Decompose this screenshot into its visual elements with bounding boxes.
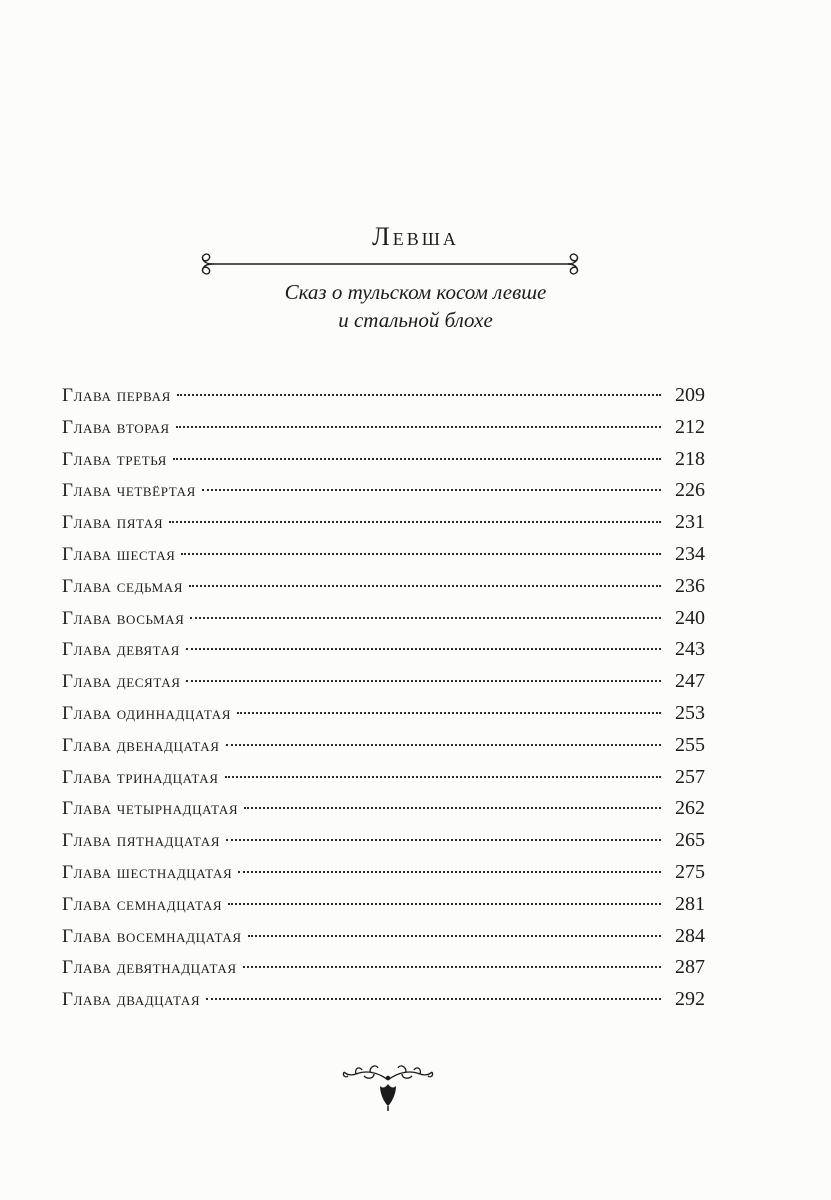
- toc-entry: [62, 988, 705, 1020]
- toc-entry: [62, 925, 705, 957]
- floral-ornament-icon: [340, 1062, 436, 1112]
- toc-entry: [62, 829, 705, 861]
- toc-entry-label: Глава девятая: [62, 639, 180, 661]
- toc-entry-page-number: 265: [675, 829, 705, 852]
- dot-leader: [244, 807, 661, 809]
- toc-entry-label: Глава одиннадцатая: [62, 702, 231, 724]
- toc-entry-label: Глава тринадцатая: [62, 766, 219, 788]
- dot-leader: [177, 394, 661, 396]
- toc-entry-label: Глава двенадцатая: [62, 734, 220, 756]
- toc-entry-page-number: 243: [675, 638, 705, 661]
- toc-entry-page-number: 212: [675, 415, 705, 438]
- toc-entry-label: Глава десятая: [62, 671, 181, 693]
- toc-entry-label: Глава девятнадцатая: [62, 957, 237, 979]
- toc-entry-label: Глава восемнадцатая: [62, 925, 242, 947]
- toc-entry: [62, 956, 705, 988]
- dot-leader: [186, 648, 661, 650]
- toc-entry-label: Глава шестнадцатая: [62, 861, 233, 883]
- toc-entry-label: Глава вторая: [62, 416, 170, 438]
- toc-entry-page-number: 284: [675, 924, 705, 947]
- decorative-rule-icon: [190, 252, 590, 276]
- table-of-contents: [62, 384, 705, 1020]
- toc-entry: [62, 893, 705, 925]
- dot-leader: [228, 903, 661, 905]
- toc-entry: [62, 384, 705, 416]
- toc-entry: [62, 670, 705, 702]
- dot-leader: [169, 521, 661, 523]
- toc-entry-page-number: 255: [675, 733, 705, 756]
- toc-entry-page-number: 234: [675, 542, 705, 565]
- toc-entry-label: Глава пятнадцатая: [62, 830, 221, 852]
- toc-entry-label: Глава третья: [62, 448, 167, 470]
- dot-leader: [186, 680, 661, 682]
- toc-entry-page-number: 240: [675, 606, 705, 629]
- toc-entry-page-number: 287: [675, 956, 705, 979]
- subtitle-line-1: Сказ о тульском косом левше: [284, 280, 547, 304]
- dot-leader: [173, 458, 661, 460]
- toc-entry: [62, 448, 705, 480]
- toc-entry-label: Глава седьмая: [62, 575, 184, 597]
- section-subtitle: [0, 278, 831, 334]
- dot-leader: [225, 776, 661, 778]
- toc-entry-page-number: 257: [675, 765, 705, 788]
- dot-leader: [181, 553, 661, 555]
- toc-entry: [62, 766, 705, 798]
- toc-entry-page-number: 209: [675, 384, 705, 406]
- toc-entry-label: Глава семнадцатая: [62, 893, 223, 915]
- toc-entry-page-number: 262: [675, 797, 705, 820]
- toc-entry-page-number: 247: [675, 670, 705, 693]
- toc-entry-label: Глава четвёртая: [62, 480, 196, 502]
- subtitle-line-2: и стальной блохе: [338, 308, 493, 332]
- toc-entry-page-number: 231: [675, 511, 705, 534]
- toc-entry-page-number: 226: [675, 479, 705, 502]
- dot-leader: [248, 935, 661, 937]
- toc-entry: [62, 734, 705, 766]
- dot-leader: [226, 839, 661, 841]
- toc-entry: [62, 702, 705, 734]
- toc-entry: [62, 797, 705, 829]
- dot-leader: [190, 617, 661, 619]
- toc-entry-label: Глава восьмая: [62, 607, 185, 629]
- dot-leader: [243, 966, 661, 968]
- toc-entry: [62, 479, 705, 511]
- dot-leader: [206, 998, 661, 1000]
- toc-entry: [62, 861, 705, 893]
- toc-entry-page-number: 281: [675, 892, 705, 915]
- toc-entry-page-number: 292: [675, 988, 705, 1011]
- toc-entry-label: Глава четырнадцатая: [62, 798, 239, 820]
- toc-entry-page-number: 275: [675, 860, 705, 883]
- dot-leader: [226, 744, 662, 746]
- dot-leader: [237, 712, 661, 714]
- toc-entry-label: Глава первая: [62, 385, 171, 406]
- toc-entry-label: Глава пятая: [62, 512, 164, 534]
- toc-entry: [62, 607, 705, 639]
- dot-leader: [176, 426, 661, 428]
- toc-entry: [62, 638, 705, 670]
- dot-leader: [202, 489, 661, 491]
- toc-entry-page-number: 218: [675, 447, 705, 470]
- toc-entry-page-number: 236: [675, 574, 705, 597]
- toc-entry-label: Глава двадцатая: [62, 989, 201, 1011]
- section-title: Левша: [372, 222, 459, 251]
- dot-leader: [238, 871, 661, 873]
- toc-entry: [62, 543, 705, 575]
- toc-entry: [62, 511, 705, 543]
- dot-leader: [189, 585, 661, 587]
- toc-entry: [62, 575, 705, 607]
- toc-entry: [62, 416, 705, 448]
- toc-entry-page-number: 253: [675, 701, 705, 724]
- toc-entry-label: Глава шестая: [62, 543, 176, 565]
